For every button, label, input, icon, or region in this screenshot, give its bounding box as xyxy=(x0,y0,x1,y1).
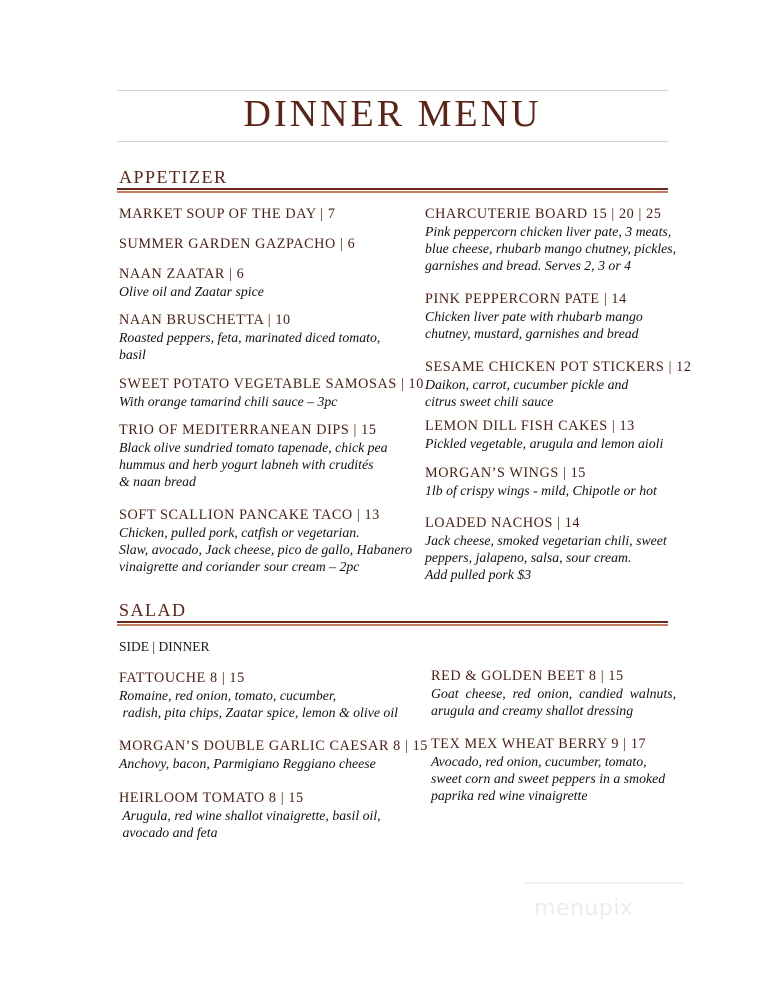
page-title: DINNER MENU xyxy=(243,93,542,135)
menu-item xyxy=(119,422,388,490)
menu-item-description: chutney, mustard, garnishes and bread xyxy=(425,326,639,341)
menu-item xyxy=(425,418,663,452)
menu-item xyxy=(119,236,355,253)
menu-item-description: hummus and herb yogurt labneh with crudités xyxy=(119,457,374,472)
menu-item-name: FATTOUCHE 8 | 15 xyxy=(119,670,245,686)
menu-item-description: Jack cheese, smoked vegetarian chili, sweet xyxy=(425,533,667,548)
menu-item-description: citrus sweet chili sauce xyxy=(425,394,554,409)
menu-item-description: Black olive sundried tomato tapenade, chick pea xyxy=(119,440,388,455)
menu-item-description: sweet corn and sweet peppers in a smoked xyxy=(431,771,666,786)
menu-item-description: Romaine, red onion, tomato, cucumber, xyxy=(119,688,337,703)
menu-item xyxy=(425,206,676,274)
menu-item-description: Pickled vegetable, arugula and lemon aioli xyxy=(425,436,664,451)
menu-item xyxy=(425,291,643,342)
menu-item-name: MARKET SOUP OF THE DAY | 7 xyxy=(119,206,336,222)
menu-item-description: peppers, jalapeno, salsa, sour cream. xyxy=(425,550,632,565)
menu-item-description: Avocado, red onion, cucumber, tomato, xyxy=(431,754,647,769)
menu-item-description: Add pulled pork $3 xyxy=(425,567,532,582)
menu-item-description: Olive oil and Zaatar spice xyxy=(119,284,264,299)
menu-item-name: TEX MEX WHEAT BERRY 9 | 17 xyxy=(431,736,647,752)
menu-item-name: HEIRLOOM TOMATO 8 | 15 xyxy=(119,790,304,806)
menu-item-description: blue cheese, rhubarb mango chutney, pickles, xyxy=(425,241,677,256)
section-title-salad: SALAD xyxy=(119,600,187,620)
menu-item xyxy=(119,376,424,410)
menu-item-description: garnishes and bread. Serves 2, 3 or 4 xyxy=(425,258,632,273)
menu-item xyxy=(119,206,336,223)
watermark-decoration xyxy=(524,882,684,884)
menu-item-description: Goat cheese, red onion, candied walnuts, xyxy=(431,686,677,701)
menu-item-description: avocado and feta xyxy=(119,825,218,840)
menu-item xyxy=(119,312,380,363)
menu-item-name: TRIO OF MEDITERRANEAN DIPS | 15 xyxy=(119,422,377,438)
menu-item-name: SOFT SCALLION PANCAKE TACO | 13 xyxy=(119,507,380,523)
menu-item xyxy=(425,515,667,583)
menu-item xyxy=(119,266,264,300)
menu-item xyxy=(119,738,428,772)
menu-item-description: Pink peppercorn chicken liver pate, 3 meats, xyxy=(425,224,672,239)
section-divider-salad xyxy=(117,621,668,626)
menu-item-name: CHARCUTERIE BOARD 15 | 20 | 25 xyxy=(425,206,662,222)
menu-item xyxy=(431,668,676,719)
menu-item-name: PINK PEPPERCORN PATE | 14 xyxy=(425,291,627,307)
menu-item-description: Daikon, carrot, cucumber pickle and xyxy=(425,377,629,392)
menu-item-name: SESAME CHICKEN POT STICKERS | 12 xyxy=(425,359,692,375)
menu-item-description: & naan bread xyxy=(119,474,196,489)
menu-item xyxy=(431,736,665,804)
menu-item-name: LOADED NACHOS | 14 xyxy=(425,515,581,531)
menu-item-description: With orange tamarind chili sauce – 3pc xyxy=(119,394,338,409)
menu-item-description: Chicken, pulled pork, catfish or vegetarian. xyxy=(119,525,360,540)
menu-item-description: radish, pita chips, Zaatar spice, lemon & olive oil xyxy=(119,705,398,720)
menu-item xyxy=(119,670,398,721)
menu-item-description: Anchovy, bacon, Parmigiano Reggiano cheese xyxy=(119,756,376,771)
watermark-logo: menupix xyxy=(534,896,634,921)
menu-item-name: SUMMER GARDEN GAZPACHO | 6 xyxy=(119,236,356,252)
menu-item-description: Chicken liver pate with rhubarb mango xyxy=(425,309,643,324)
section-divider-appetizer xyxy=(117,188,668,193)
menu-item-name: SWEET POTATO VEGETABLE SAMOSAS | 10 xyxy=(119,376,424,392)
top-rule xyxy=(117,90,668,91)
title-bottom-rule xyxy=(117,141,668,142)
menu-item xyxy=(119,507,412,575)
menu-item-name: RED & GOLDEN BEET 8 | 15 xyxy=(431,668,624,684)
menu-item-name: NAAN BRUSCHETTA | 10 xyxy=(119,312,291,328)
menu-item-name: MORGAN’S WINGS | 15 xyxy=(425,465,586,481)
section-title-appetizer: APPETIZER xyxy=(119,167,228,187)
menu-item-description: Roasted peppers, feta, marinated diced tomato, xyxy=(119,330,381,345)
menu-item-description: arugula and creamy shallot dressing xyxy=(431,703,634,718)
menu-item-description: 1lb of crispy wings - mild, Chipotle or hot xyxy=(425,483,657,498)
menu-item-description: Slaw, avocado, Jack cheese, pico de gallo, Habanero xyxy=(119,542,413,557)
menu-item-name: MORGAN’S DOUBLE GARLIC CAESAR 8 | 15 xyxy=(119,738,428,754)
menu-item-name: NAAN ZAATAR | 6 xyxy=(119,266,245,282)
menu-item-name: LEMON DILL FISH CAKES | 13 xyxy=(425,418,635,434)
menu-item-description: Arugula, red wine shallot vinaigrette, basil oil, xyxy=(119,808,381,823)
menu-item-description: paprika red wine vinaigrette xyxy=(431,788,588,803)
menu-item-description: vinaigrette and coriander sour cream – 2pc xyxy=(119,559,360,574)
menu-item-description: basil xyxy=(119,347,146,362)
salad-size-subheading: SIDE | DINNER xyxy=(119,639,210,654)
menu-item xyxy=(425,465,657,499)
menu-item xyxy=(119,790,381,841)
menu-item xyxy=(425,359,692,410)
